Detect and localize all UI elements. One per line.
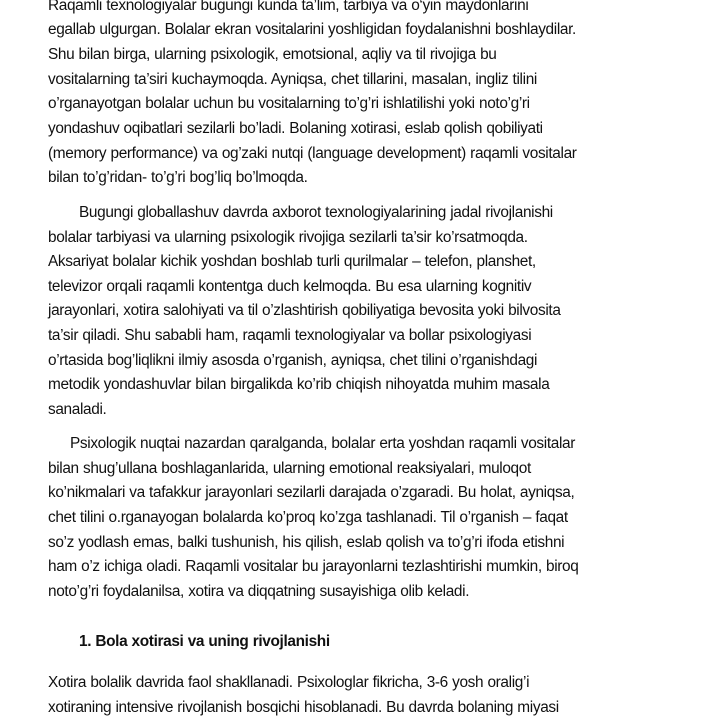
text-line: bolalar tarbiyasi va ularning psixologik rivojiga sezilarli ta’sir ko’rsatmoqda.	[48, 229, 528, 246]
text-line: televizor orqali raqamli kontentga duch kelmoqda. Bu esa ularning kognitiv	[48, 278, 532, 295]
text-line: xotiraning intensive rivojlanish bosqichi hisoblanadi. Bu davrda bolaning miyasi	[48, 699, 559, 716]
text-line: Bugungi globallashuv davrda axborot texnologiyalarining jadal rivojlanishi	[79, 204, 553, 221]
text-line: Xotira bolalik davrida faol shakllanadi. Psixologlar fikricha, 3-6 yosh oralig’i	[48, 674, 530, 691]
text-line: Aksariyat bolalar kichik yoshdan boshlab turli qurilmalar – telefon, planshet,	[48, 253, 536, 270]
text-line: sanaladi.	[48, 401, 107, 418]
text-line: egallab ulgurgan. Bolalar ekran vositalarini yoshligidan foydalanishni boshlaydilar.	[48, 21, 576, 38]
text-line: Psixologik nuqtai nazardan qaralganda, bolalar erta yoshdan raqamli vositalar	[70, 435, 576, 452]
text-line: noto’g’ri foydalanilsa, xotira va diqqatning susayishiga olib keladi.	[48, 583, 470, 600]
text-line: bilan shug’ullana boshlaganlarida, ularning emotional reaksiyalari, muloqot	[48, 460, 531, 477]
text-line: o’rtasida bog’liqlikni ilmiy asosda o’rganish, ayniqsa, chet tilini o’rganishdagi	[48, 352, 538, 369]
text-line: Shu bilan birga, ularning psixologik, emotsional, aqliy va til rivojiga bu	[48, 46, 497, 63]
text-line: ko’nikmalari va tafakkur jarayonlari sezilarli darajada o’zgaradi. Bu holat, ayniqsa,	[48, 484, 575, 501]
text-line: jarayonlari, xotira salohiyati va til o’zlashtirish qobiliyatiga bevosita yoki bilvosita	[48, 302, 561, 319]
text-line: metodik yondashuvlar bilan birgalikda ko’rib chiqish nihoyatda muhim masala	[48, 376, 550, 393]
text-line: (memory performance) va og’zaki nutqi (language development) raqamli vositalar	[48, 145, 577, 162]
text-line: Raqamli texnologiyalar bugungi kunda ta’lim, tarbiya va o‘yin maydonlarini	[48, 0, 529, 14]
text-line: chet tilini o.rganayogan bolalarda ko’proq ko’zga tashlanadi. Til o’rganish – faqat	[48, 509, 568, 526]
text-line: so’z yodlash emas, balki tushunish, his qilish, eslab qolish va to’g’ri ifoda etishni	[48, 534, 565, 551]
text-line: o’rganayotgan bolalar uchun bu vositalarning to’g’ri ishlatilishi yoki noto’g’ri	[48, 95, 530, 112]
section-heading: 1. Bola xotirasi va uning rivojlanishi	[79, 633, 330, 650]
text-line: ta’sir qiladi. Shu sababli ham, raqamli texnologiyalar va bollar psixologiyasi	[48, 327, 532, 344]
text-line: yondashuv oqibatlari sezilarli bo’ladi. Bolaning xotirasi, eslab qolish qobiliyati	[48, 120, 543, 137]
text-line: ham o’z ichiga oladi. Raqamli vositalar bu jarayonlarni tezlashtirishi mumkin, biroq	[48, 558, 579, 575]
text-line: bilan to’g’ridan- to’g’ri bog’liq bo’lmoqda.	[48, 169, 308, 186]
text-line: vositalarning ta’siri kuchaymoqda. Ayniqsa, chet tillarini, masalan, ingliz tilini	[48, 71, 537, 88]
